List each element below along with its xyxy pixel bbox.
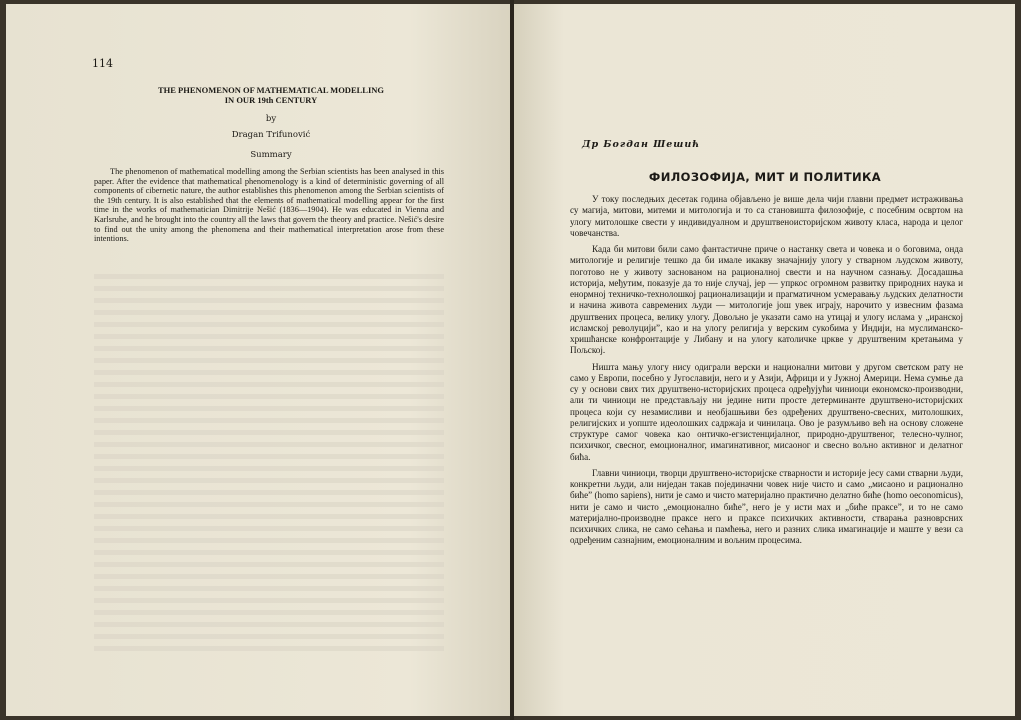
body-paragraph: Ништа мању улогу нису одиграли верски и национални митови у другом светском рату не само у Европи, посебно у Југославији, него и у Азији, Африци и у Јужној Америци. Нема сумње да су у основи свих тих друштвено-историјских процеса одређујући чиниоци економско-производни, али ти чиниоци не представљају ни једине нити просте детерминанте друштвено-историјских процеса који су незамисливи и необјашњиви без одређених друштвено-свесних, митолошких, религијских и уопште идеолошких садржаја и чинилаца. Ово је разумљиво већ на основу сложене структуре самог човека као онтичко-егзистенцијалног, природно-друштвеног, телесно-чулног, психичког, свесног, емоционалног, имагинативног, мисаоног и свесно вољно активног и делатног бића. [570,361,963,462]
body-paragraph: У току последњих десетак година објављено је више дела чији главни предмет истраживања су магија, митови, митеми и митологија и то са становишта филозофије, с посебним освртом на улогу митолошке свести у индивидуалном и друштвеноисторијском животу класа, народа и целог човечанства. [570,194,963,238]
article-title: ФИЛОЗОФИЈА, МИТ И ПОЛИТИКА [648,170,882,184]
article-title-line: THE PHENOMENON OF MATHEMATICAL MODELLING [157,85,385,95]
article-author: Др Богдан Шешић [582,139,701,150]
page-number: 114 [92,57,113,70]
body-paragraph: Када би митови били само фантастичне приче о настанку света и човека и о боговима, онда митологије и религије тешко да би имале икакву значајнију улогу у стварном људском животу, поготово не у животу заснованом на рационалној свести и на научном сазнању. Досадашња историја, међутим, показује да то није случај, јер — упркос огромном развитку природних наука и енормној техничко-технолошкој рационализацији и прагматичном усмеравању људских делатности и начина живота савремених људи — митологије још увек играју, нарочито у извесним фазама друштвених процеса, велику улогу. Довољно је указати само на утицај и улогу ислама у „иранској исламској револуцији”, као и на улогу религија у верским сукобима у Индији, на муслиманско-хришћанске конфронтације у Либану и на улогу католичке цркве у друштвеним кретањима у Пољској. [570,244,963,356]
article-body [570,194,963,552]
right-page [514,4,1015,716]
article-author: Dragan Trifunović [231,130,311,140]
byline-by: by [265,114,277,124]
summary-text: The phenomenon of mathematical modelling among the Serbian scientists has been analysed in this paper. After the evidence that mathematical phenomenology is a kind of deterministic governing of all components of cibernetic nature, the author establishes this phenomenon among the Serbian scientists of the 19th century. It is also established that the elements of mathematical modelling appear for the first time in the works of mathematician Dimitrije Nešić (1836—1904). He was educated in Vienna and Karlsruhe, and he brought into the country all the laws that govern the theory and practice. Nešić's desire to find out the unity among the phenomena and their mathematical interpretation arose from these intentions. [94,167,444,244]
summary-heading: Summary [250,150,292,160]
show-through-text [94,274,444,275]
body-paragraph: Главни чиниоци, творци друштвено-историјске стварности и историје јесу сами стварни људи, конкретни људи, али ниједан такав појединачни човек није чисто и само „мисаоно и рационално биће” (homo sapiens), нити је само и чисто материјално практично делатно биће (homo oeconomicus), нити је само и чисто „емоционално биће”, него је у исти мах и „биће праксе”, и то не само материјално-производне праксе него и праксе психичких активности, стварања разноврсних психичких слика, не само сећања и памћења, него и разних слика имагинације и маште у вези са одређеним сазнајним, емоционалним и вољним процесима. [570,467,963,546]
article-title [106,85,436,105]
left-page [6,4,510,716]
article-title-line: IN OUR 19th CENTURY [224,95,318,105]
